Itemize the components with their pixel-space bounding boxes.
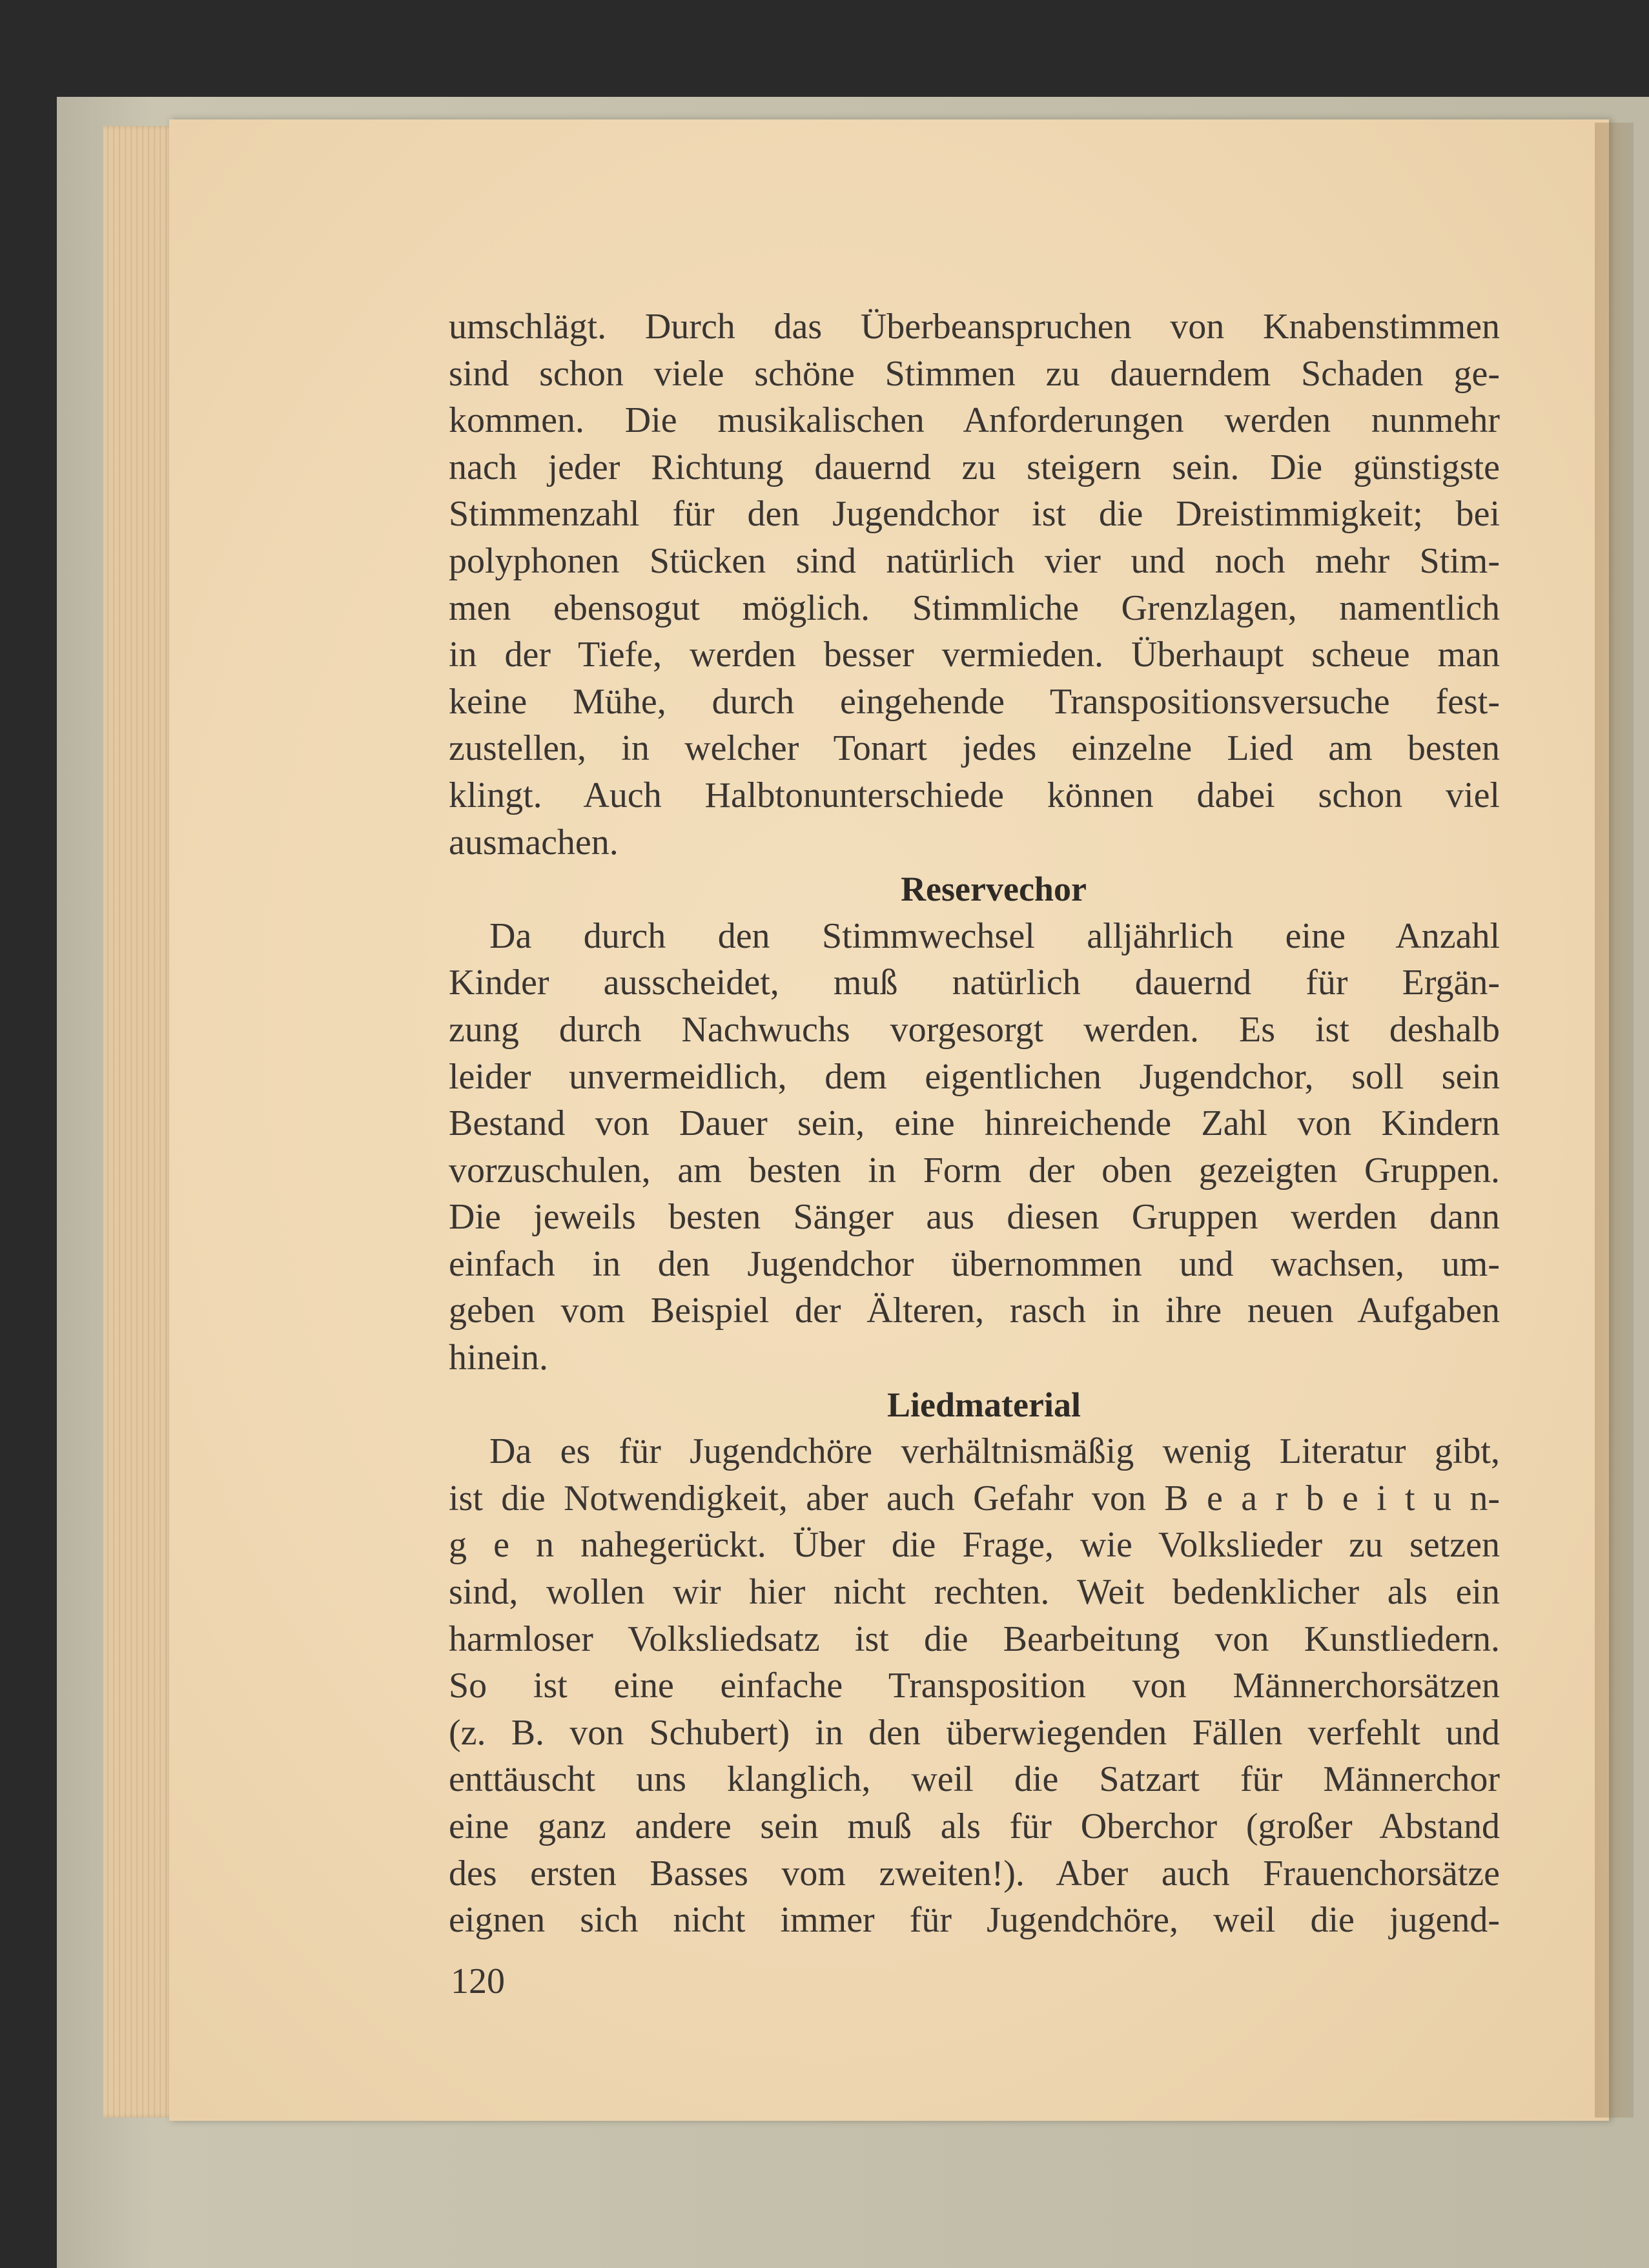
text-line: Da durch den Stimmwechsel alljährlich eine Anzahl bbox=[489, 915, 1500, 956]
text-line: Die jeweils besten Sänger aus diesen Gruppen werden dann bbox=[449, 1197, 1500, 1238]
text-line: vorzuschulen, am besten in Form der oben gezeigten Gruppen. bbox=[449, 1150, 1500, 1190]
text-line: eignen sich nicht immer für Jugendchöre, weil die jugend- bbox=[449, 1900, 1500, 1941]
text-line: Kinder ausscheidet, muß natürlich dauernd für Ergän- bbox=[449, 963, 1500, 1003]
text-line: klingt. Auch Halbtonunterschiede können dabei schon viel bbox=[449, 775, 1500, 815]
text-line: sind, wollen wir hier nicht rechten. Weit bedenklicher als ein bbox=[449, 1572, 1500, 1613]
page-text bbox=[449, 303, 1500, 1944]
text-line: So ist eine einfache Transposition von Männerchorsätzen bbox=[449, 1666, 1500, 1706]
page-number: 120 bbox=[451, 1961, 505, 2001]
paragraph-2 bbox=[449, 913, 1500, 1382]
text-line: umschlägt. Durch das Überbeanspruchen von Knabenstimmen bbox=[449, 307, 1500, 347]
text-line: eine ganz andere sein muß als für Oberchor (großer Abstand bbox=[449, 1806, 1500, 1846]
paragraph-1 bbox=[449, 303, 1500, 866]
text-line: geben vom Beispiel der Älteren, rasch in ihre neuen Aufgaben bbox=[449, 1291, 1500, 1331]
text-line: sind schon viele schöne Stimmen zu dauerndem Schaden ge- bbox=[449, 353, 1500, 394]
text-line: Stimmenzahl für den Jugendchor ist die Dreistimmigkeit; bei bbox=[449, 494, 1500, 535]
text-line: des ersten Basses vom zweiten!). Aber auch Frauenchorsätze bbox=[449, 1853, 1500, 1894]
section-heading-liedmaterial: Liedmaterial bbox=[887, 1385, 1081, 1424]
text-line: zung durch Nachwuchs vorgesorgt werden. Es ist deshalb bbox=[449, 1009, 1500, 1050]
text-line: men ebensogut möglich. Stimmliche Grenzlagen, namentlich bbox=[449, 587, 1500, 628]
text-line: in der Tiefe, werden besser vermieden. Überhaupt scheue man bbox=[449, 635, 1500, 675]
text-line: harmloser Volksliedsatz ist die Bearbeitung von Kunstliedern. bbox=[449, 1619, 1500, 1659]
text-line: polyphonen Stücken sind natürlich vier und noch mehr Stim- bbox=[449, 540, 1500, 581]
text-line: g e n nahegerückt. Über die Frage, wie Volkslieder zu setzen bbox=[449, 1525, 1500, 1566]
text-line: leider unvermeidlich, dem eigentlichen Jugendchor, soll sein bbox=[449, 1056, 1500, 1097]
text-line: Bestand von Dauer sein, eine hinreichende Zahl von Kindern bbox=[449, 1103, 1500, 1144]
page-gutter-shadow bbox=[1595, 123, 1634, 2118]
text-line: keine Mühe, durch eingehende Transpositionsversuche fest- bbox=[449, 681, 1500, 722]
section-heading-reservechor: Reservechor bbox=[901, 870, 1087, 909]
paragraph-3 bbox=[449, 1428, 1500, 1944]
text-line: kommen. Die musikalischen Anforderungen werden nunmehr bbox=[449, 400, 1500, 441]
text-line: (z. B. von Schubert) in den überwiegenden Fällen verfehlt und bbox=[449, 1712, 1500, 1753]
text-line: Da es für Jugendchöre verhältnismäßig wenig Literatur gibt, bbox=[489, 1431, 1500, 1472]
text-line: einfach in den Jugendchor übernommen und wachsen, um- bbox=[449, 1243, 1500, 1284]
text-line: hinein. bbox=[449, 1338, 548, 1378]
text-line: nach jeder Richtung dauernd zu steigern sein. Die günstigste bbox=[449, 447, 1500, 487]
text-line: ausmachen. bbox=[449, 822, 619, 863]
text-line: ist die Notwendigkeit, aber auch Gefahr von B e a r b e i t u n- bbox=[449, 1478, 1500, 1518]
text-line: zustellen, in welcher Tonart jedes einzelne Lied am besten bbox=[449, 728, 1500, 769]
text-line: enttäuscht uns klanglich, weil die Satzart für Männerchor bbox=[449, 1759, 1500, 1800]
